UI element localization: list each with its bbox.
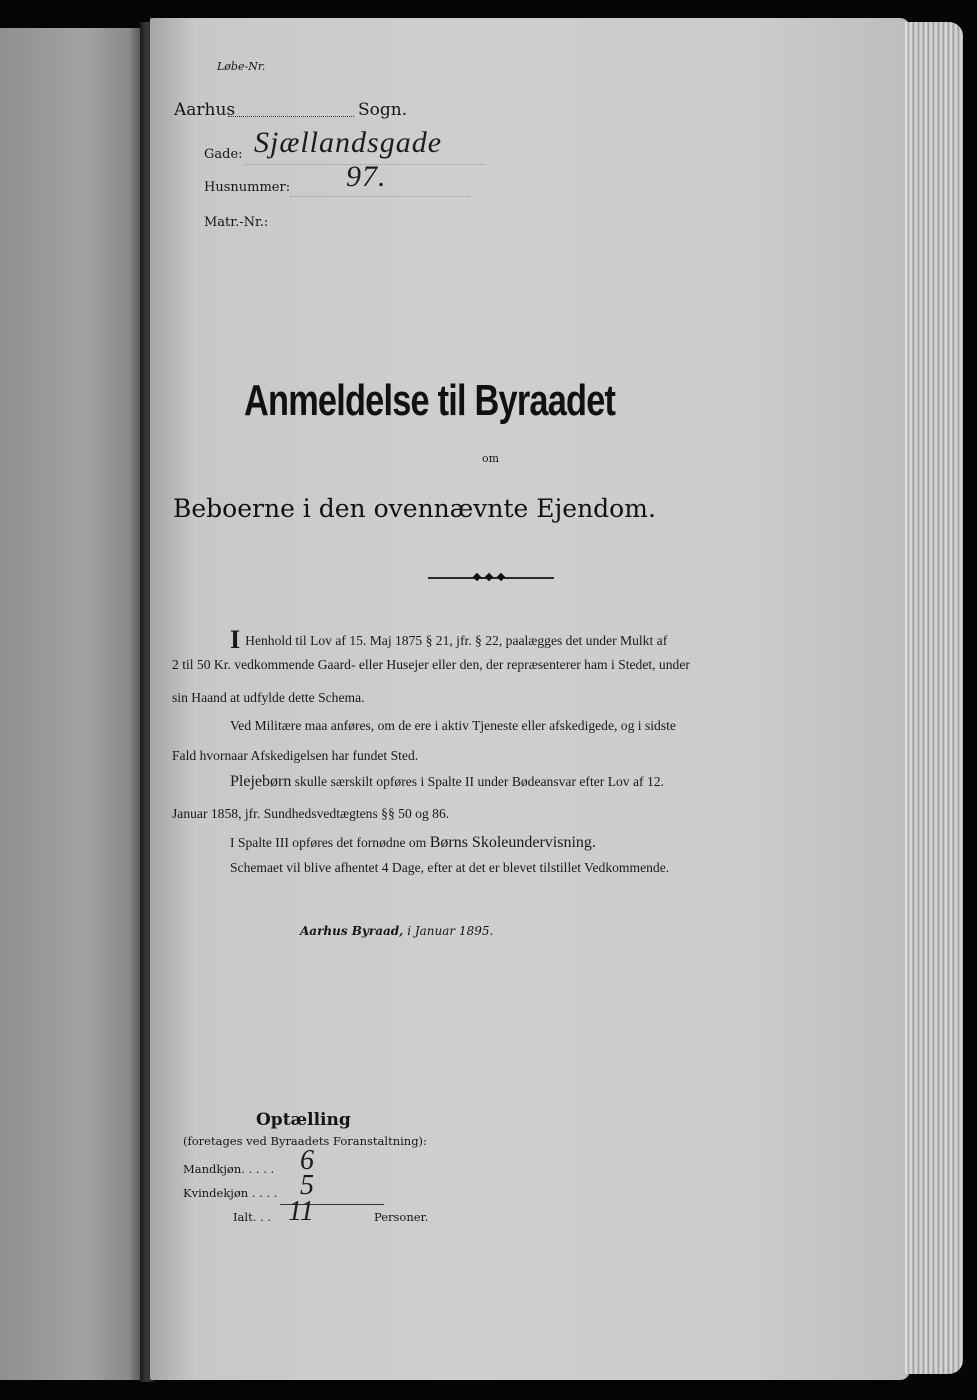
paragraph-1-line-3: sin Haand at udfylde dette Schema. <box>172 690 365 705</box>
skoleundervisning-emphasis: Børns Skoleundervisning. <box>429 834 596 851</box>
left-page <box>0 28 140 1380</box>
husnummer-handwritten-value: 97. <box>346 160 387 193</box>
paragraph-3-text: skulle særskilt opføres i Spalte II under Bødeansvar efter Lov af 12. <box>294 774 664 789</box>
plejeboern-emphasis: Plejebørn <box>230 773 292 790</box>
ialt-label: Ialt. . . <box>233 1210 271 1224</box>
husnummer-label: Husnummer: <box>204 180 291 195</box>
paragraph-1-text-1: Henhold til Lov af 15. Maj 1875 § 21, jfr. § 22, paalægges det under Mulkt af <box>245 633 668 648</box>
document-title: Anmeldelse til Byraadet <box>244 376 616 425</box>
aarhus-label: Aarhus <box>174 100 236 120</box>
gade-handwritten-value: Sjællandsgade <box>254 126 443 159</box>
sogn-label: Sogn. <box>358 100 408 120</box>
paragraph-4-text: I Spalte III opføres det fornødne om <box>230 835 427 850</box>
paragraph-1-line-2: 2 til 50 Kr. vedkommende Gaard- eller Husejer eller den, der repræsenterer ham i Stedet, under <box>172 657 690 672</box>
sogn-fill-line <box>228 116 354 117</box>
paragraph-5: Schemaet vil blive afhentet 4 Dage, efter at det er blevet tilstillet Vedkommende. <box>230 860 670 875</box>
mandkjoen-handwritten-value: 6 <box>300 1145 314 1176</box>
ialt-handwritten-value: 11 <box>288 1196 314 1227</box>
title-om: om <box>482 452 500 465</box>
paragraph-2-line-2: Fald hvornaar Afskedigelsen har fundet Sted. <box>172 748 419 763</box>
signature-org: Aarhus Byraad, <box>300 924 404 938</box>
loebe-nr-label: Løbe-Nr. <box>217 60 266 73</box>
husnummer-fill-line <box>290 196 470 197</box>
optaelling-title: Optælling <box>256 1110 351 1130</box>
signature-date: i Januar 1895. <box>407 924 494 938</box>
paragraph-2-line-1: Ved Militære maa anføres, om de ere i aktiv Tjeneste eller afskedigede, og i sidste <box>230 718 676 733</box>
title-ornament-divider <box>428 577 554 579</box>
signature-line <box>300 924 493 938</box>
gade-label: Gade: <box>204 147 243 162</box>
paragraph-3-line-1 <box>230 773 664 791</box>
paragraph-3-line-2: Januar 1858, jfr. Sundhedsvedtægtens §§ 50 og 86. <box>172 806 450 821</box>
matr-nr-label: Matr.-Nr.: <box>204 215 269 230</box>
personer-label: Personer. <box>374 1210 429 1224</box>
document-subtitle: Beboerne i den ovennævnte Ejendom. <box>173 494 656 523</box>
page-edges <box>905 22 963 1374</box>
mandkjoen-label: Mandkjøn. . . . . <box>183 1162 275 1176</box>
paragraph-1-line-1 <box>230 625 667 655</box>
paragraph-4 <box>230 834 596 852</box>
kvindekjoen-handwritten-value: 5 <box>300 1170 314 1201</box>
kvindekjoen-label: Kvindekjøn . . . . <box>183 1186 278 1200</box>
optaelling-subtitle: (foretages ved Byraadets Foranstaltning): <box>183 1134 427 1148</box>
dropcap: I <box>230 625 241 654</box>
